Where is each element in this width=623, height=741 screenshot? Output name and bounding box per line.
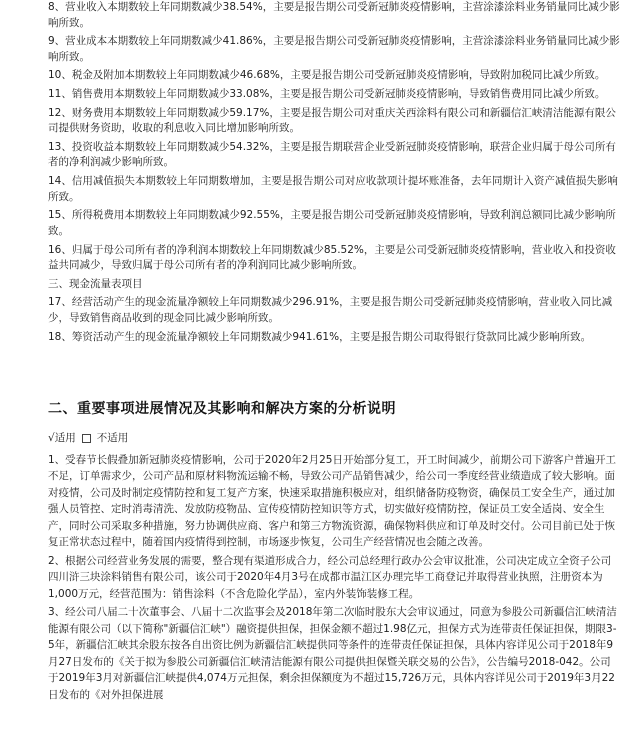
- note-item: 11、销售费用本期数较上年同期数减少33.08%，主要是报告期公司受新冠肺炎疫情影响，导致销售费用同比减少所致。: [48, 88, 606, 101]
- note-item: 18、筹资活动产生的现金流量净额较上年同期数减少941.61%，主要是报告期公司取得银行贷款同比减少影响所致。: [48, 330, 592, 343]
- not-applicable-label: 不适用: [96, 432, 129, 444]
- note-item: 17、经营活动产生的现金流量净额较上年同期数减少296.91%，主要是报告期公司受新冠肺炎疫情影响，营业收入同比减少，导致销售商品收到的现金同比减少影响所致。: [48, 296, 613, 324]
- note-item: 15、所得税费用本期数较上年同期数减少92.55%，主要是报告期公司受新冠肺炎疫情影响，导致利润总额同比减少影响所致。: [48, 209, 616, 237]
- applicable-label: √适用: [48, 432, 76, 444]
- note-item: 8、营业收入本期数较上年同期数减少38.54%，主要是报告期公司受新冠肺炎疫情影响，主营涂漆涂料业务销量同比减少影响所致。: [48, 1, 620, 29]
- section-heading: 二、重要事项进展情况及其影响和解决方案的分析说明: [48, 401, 396, 417]
- matter-item: 1、受春节长假叠加新冠肺炎疫情影响，公司于2020年2月25日开始部分复工，开工时间减少，前期公司下游客户普遍开工不足，订单需求少，公司产品和原材料物流运输不畅，导致公司产品销售减少，给公司一季度经营业绩造成了较大影响。面对疫情，公司及时制定疫情防控和复工复产方案，快速采取措施积极应对，组织储备防疫物资，确保员工安全生产，通过加强人员管控、定时消毒清洗、发放防疫物品、宣传疫情防控知识等方式，切实做好疫情防控，保证员工安全适岗、安全生产，同时公司采取多种措施，努力协调供应商、客户和第三方物流资源，确保物料供应和订单及时交付。公司目前已处于恢复正常状态过程中，随着国内疫情得到控制，市场逐步恢复，公司生产经营情况也会随之改善。: [48, 453, 616, 548]
- applicability-row: [48, 430, 128, 447]
- note-item: 14、信用减值损失本期数较上年同期数增加，主要是报告期公司对应收款项计提坏账准备，去年同期计入资产减值损失影响所致。: [48, 175, 618, 203]
- financial-change-notes: [48, 0, 620, 348]
- matter-item: 2、根据公司经营业务发展的需要，整合现有渠道形成合力，经公司总经理行政办公会审议批准，公司决定成立全资子公司四川浒三块涂料销售有限公司，该公司于2020年4月3号在成都市温江区办理完毕工商登记并取得营业执照，注册资本为1,000万元，经营范围为：销售涂料（不含危险化学品），室内外装饰装修工程。: [48, 554, 612, 600]
- subsection-title: 三、现金流量表项目: [48, 277, 143, 290]
- matter-item: 3、经公司八届二十次董事会、八届十二次监事会及2018年第二次临时股东大会审议通过，同意为参股公司新疆信汇峡清洁能源有限公司（以下简称"新疆信汇峡"）融资提供担保，担保金额不超过1.98亿元，担保方式为连带责任保证担保，期限3-5年，新疆信汇峡其余股东按各自出资比例为新疆信汇峡提供同等条件的连带责任保证担保，具体内容详见公司于2018年9月27日发布的《关于拟为参股公司新疆信汇峡清洁能源有限公司提供担保暨关联交易的公告》，公告编号2018-042。公司于2019年3月对新疆信汇峡提供4,074万元担保，剩余担保额度为不超过15,726万元，具体内容详见公司于2019年3月22日发布的《对外担保进展: [48, 606, 617, 701]
- important-matters-section: [48, 430, 620, 705]
- note-item: 10、税金及附加本期数较上年同期数减少46.68%，主要是报告期公司受新冠肺炎疫情影响，导致附加税同比减少所致。: [48, 69, 606, 82]
- note-item: 16、归属于母公司所有者的净利润本期数较上年同期数减少85.52%，主要是公司受新冠肺炎疫情影响，营业收入和投资收益共同减少，导致归属于母公司所有者的净利润同比减少影响所致。: [48, 243, 616, 271]
- note-item: 9、营业成本本期数较上年同期数减少41.86%，主要是报告期公司受新冠肺炎疫情影响，主营涂漆涂料业务销量同比减少影响所致。: [48, 35, 620, 63]
- note-item: 13、投资收益本期数较上年同期数减少54.32%，主要是报告期联营企业受新冠肺炎疫情影响，联营企业归属于母公司所有者的净利润减少影响所致。: [48, 140, 616, 169]
- checkbox-icon: [82, 434, 91, 443]
- note-item: 12、财务费用本期数较上年同期数减少59.17%，主要是报告期公司对重庆关西涂料有限公司和新疆信汇峡清洁能源有限公司提供财务资助，收取的利息收入同比增加影响所致。: [48, 106, 616, 135]
